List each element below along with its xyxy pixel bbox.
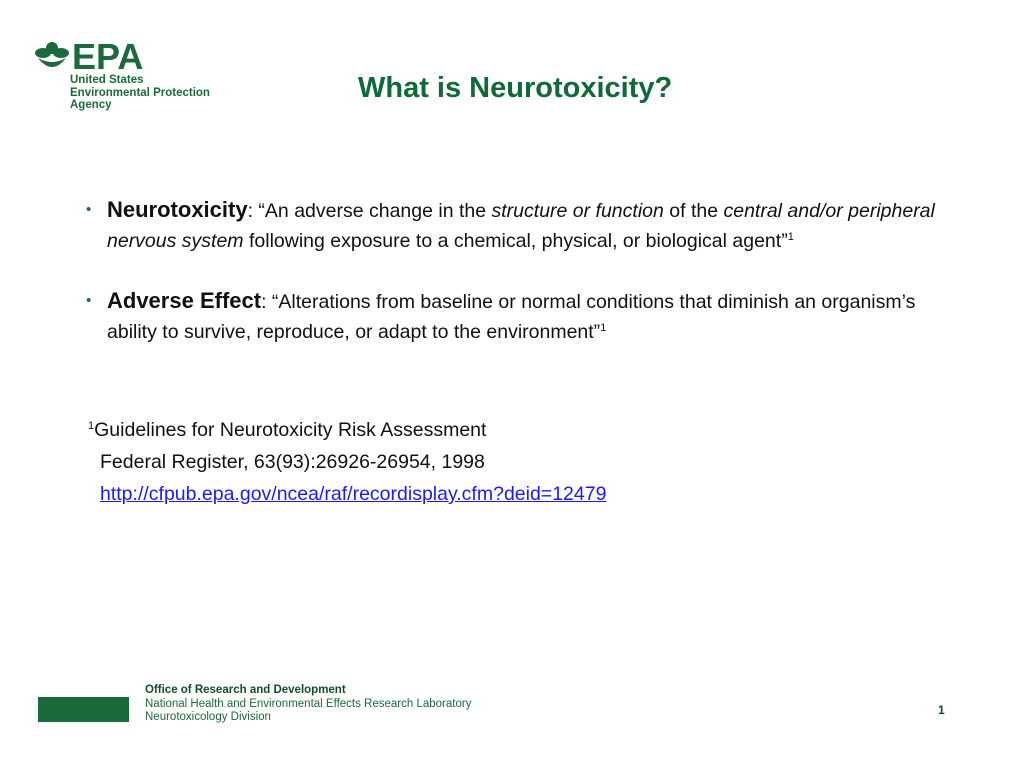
term-separator: : [261,291,267,313]
definition-italic: central and/or peripheral nervous system [107,200,935,252]
footer-text [145,684,471,725]
definition-list [86,195,946,377]
footer-office: Office of Research and Development [145,684,346,696]
footnote-marker: 1 [600,322,607,334]
epa-emblem-icon [34,36,149,76]
reference-citation: Federal Register, 63(93):26926-26954, 1998 [100,451,485,473]
logo-line-1: United States [70,74,144,86]
definition-text: following exposure to a chemical, physical, or biological agent” [243,230,788,252]
footer-green-bar [38,697,129,722]
page-number: 1 [938,703,945,717]
reference-block [88,414,606,510]
definition-text: of the [663,200,724,222]
bullet-neurotoxicity [86,195,946,256]
footnote-marker: 1 [787,231,794,243]
reference-marker: 1 [88,420,95,432]
reference-title [88,414,606,446]
slide-title: What is Neurotoxicity? [358,72,673,104]
definition-text: “Alterations from baseline or normal conditions that diminish an organism’s ability to survive, reproduce, or adapt to the environment” [107,291,916,343]
logo-line-2: Environmental Protection [70,86,210,99]
logo-wordmark: EPA [72,36,144,76]
logo-line-3: Agency [70,99,112,111]
term-neurotoxicity: Neurotoxicity [107,197,248,222]
logo-agency-name [70,74,210,112]
bullet-dot-icon: • [86,292,92,309]
footer-division: Neurotoxicology Division [145,711,271,723]
definition-text: “An adverse change in the [253,200,492,222]
term-adverse-effect: Adverse Effect [107,288,262,313]
epa-logo [34,36,234,116]
term-separator: : [247,200,254,222]
reference-link-row [88,478,606,510]
footer-lab: National Health and Environmental Effects Research Laboratory [145,697,472,710]
bullet-adverse-effect [86,286,946,347]
definition-italic: structure or function [491,200,664,222]
reference-link[interactable]: http://cfpub.epa.gov/ncea/raf/recordisplay.cfm?deid=12479 [100,483,607,505]
bullet-dot-icon: • [86,201,92,218]
reference-title-text: Guidelines for Neurotoxicity Risk Assessment [94,419,487,441]
